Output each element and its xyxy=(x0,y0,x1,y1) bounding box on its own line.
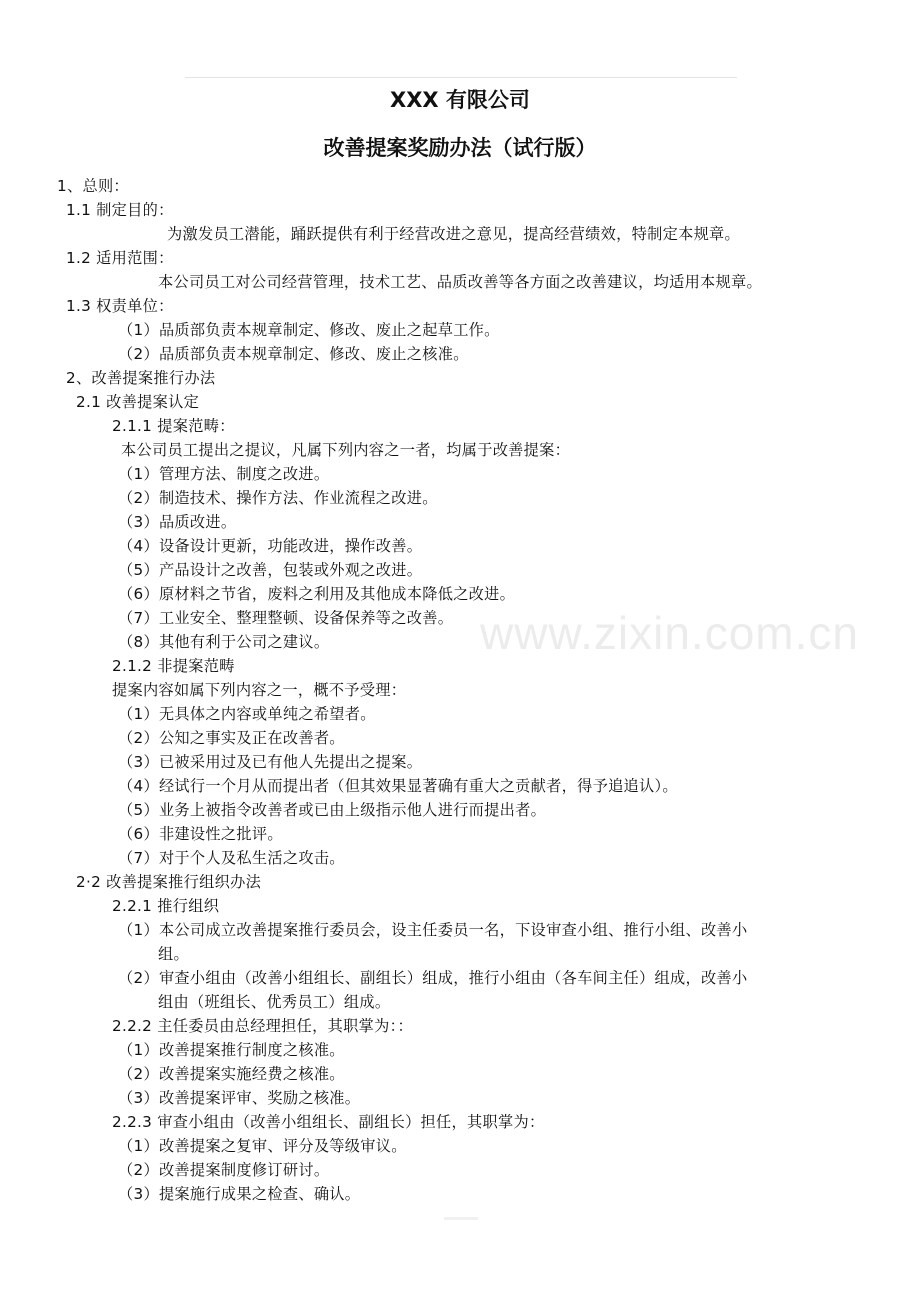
clause-heading: 2.2.2 主任委员由总经理担任，其职掌为：： xyxy=(112,1017,413,1035)
subsection-heading: 1.1 制定目的： xyxy=(66,201,174,219)
subsection-heading: 1.2 适用范围： xyxy=(66,249,174,267)
list-item-continuation: 组。 xyxy=(158,945,189,963)
paragraph: 本公司员工对公司经营管理，技术工艺、品质改善等各方面之改善建议，均适用本规章。 xyxy=(158,273,763,291)
clause-heading: 2.2.3 审查小组由（改善小组组长、副组长）担任，其职掌为： xyxy=(112,1113,545,1131)
list-item: （1）改善提案之复审、评分及等级审议。 xyxy=(118,1137,407,1155)
list-item: （3）品质改进。 xyxy=(118,513,237,531)
paragraph: 为激发员工潜能，踊跃提供有利于经营改进之意见，提高经营绩效，特制定本规章。 xyxy=(167,225,741,243)
section-heading: 1、总则： xyxy=(57,177,129,195)
list-item: （3）已被采用过及已有他人先提出之提案。 xyxy=(118,753,423,771)
list-item: （1）品质部负责本规章制定、修改、废止之起草工作。 xyxy=(118,321,500,339)
paragraph: 提案内容如属下列内容之一，概不予受理： xyxy=(112,681,407,699)
list-item: （2）公知之事实及正在改善者。 xyxy=(118,729,345,747)
list-item: （2）改善提案实施经费之核准。 xyxy=(118,1065,345,1083)
subsection-heading: 2.1 改善提案认定 xyxy=(76,393,200,411)
list-item: （3）改善提案评审、奖励之核准。 xyxy=(118,1089,361,1107)
header-rule xyxy=(185,77,737,78)
list-item: （1）改善提案推行制度之核准。 xyxy=(118,1041,345,1059)
list-item: （8）其他有利于公司之建议。 xyxy=(118,633,330,651)
section-heading: 2、改善提案推行办法 xyxy=(66,369,216,387)
list-item: （6）非建设性之批评。 xyxy=(118,825,283,843)
footer-mark xyxy=(444,1217,478,1220)
clause-heading: 2.1.1 提案范畴： xyxy=(112,417,235,435)
subsection-heading: 1.3 权责单位： xyxy=(66,297,174,315)
list-item: （6）原材料之节省，废料之利用及其他成本降低之改进。 xyxy=(118,585,516,603)
watermark: www.zixin.com.cn xyxy=(480,607,859,659)
company-title: XXX 有限公司 xyxy=(390,88,530,112)
list-item: （1）管理方法、制度之改进。 xyxy=(118,465,330,483)
list-item: （7）工业安全、整理整顿、设备保养等之改善。 xyxy=(118,609,454,627)
list-item: （3）提案施行成果之检查、确认。 xyxy=(118,1185,361,1203)
list-item: （5）产品设计之改善，包装或外观之改进。 xyxy=(118,561,423,579)
list-item: （4）经试行一个月从而提出者（但其效果显著确有重大之贡献者，得予追追认）。 xyxy=(118,777,678,795)
list-item: （2）品质部负责本规章制定、修改、废止之核准。 xyxy=(118,345,469,363)
list-item: （2）改善提案制度修订研讨。 xyxy=(118,1161,330,1179)
list-item: （1）本公司成立改善提案推行委员会，设主任委员一名，下设审查小组、推行小组、改善小 xyxy=(118,921,748,939)
list-item: （2）审查小组由（改善小组组长、副组长）组成，推行小组由（各车间主任）组成，改善小 xyxy=(118,969,748,987)
document-title: 改善提案奖励办法（试行版） xyxy=(323,136,597,160)
clause-heading: 2.2.1 推行组织 xyxy=(112,897,220,915)
list-item: （5）业务上被指令改善者或已由上级指示他人进行而提出者。 xyxy=(118,801,547,819)
subsection-heading: 2·2 改善提案推行组织办法 xyxy=(76,873,262,891)
list-item: （7）对于个人及私生活之攻击。 xyxy=(118,849,345,867)
paragraph: 本公司员工提出之提议，凡属下列内容之一者，均属于改善提案： xyxy=(121,441,571,459)
list-item: （4）设备设计更新，功能改进，操作改善。 xyxy=(118,537,423,555)
list-item-continuation: 组由（班组长、优秀员工）组成。 xyxy=(158,993,391,1011)
clause-heading: 2.1.2 非提案范畴 xyxy=(112,657,235,675)
list-item: （2）制造技术、操作方法、作业流程之改进。 xyxy=(118,489,438,507)
list-item: （1）无具体之内容或单纯之希望者。 xyxy=(118,705,376,723)
